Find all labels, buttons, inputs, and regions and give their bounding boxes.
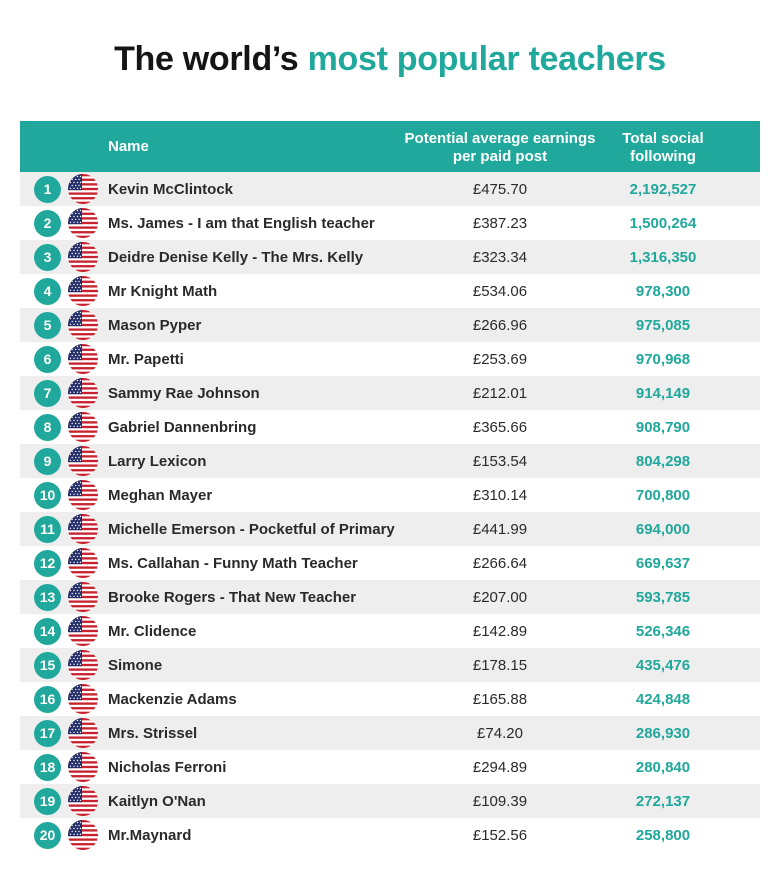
teacher-name: Ms. James - I am that English teacher	[108, 215, 375, 232]
earnings-value: £475.70	[472, 181, 528, 198]
teacher-name: Mrs. Strissel	[108, 725, 198, 742]
teacher-name: Mr Knight Math	[108, 283, 218, 300]
table-row-20	[20, 818, 760, 852]
following-value: 975,085	[635, 317, 691, 334]
earnings-value: £109.39	[472, 793, 528, 810]
following-value: 914,149	[635, 385, 691, 402]
teacher-name: Brooke Rogers - That New Teacher	[108, 589, 357, 606]
following-value: 526,346	[635, 623, 691, 640]
table-row-10	[20, 478, 760, 512]
earnings-value: £387.23	[472, 215, 528, 232]
rank-badge: 6	[34, 346, 61, 373]
following-value: 272,137	[635, 793, 691, 810]
teacher-name: Mason Pyper	[108, 317, 202, 334]
us-flag-icon	[68, 548, 98, 578]
earnings-value: £253.69	[472, 351, 528, 368]
earnings-value: £441.99	[472, 521, 528, 538]
table-header	[20, 121, 760, 172]
following-value: 700,800	[635, 487, 691, 504]
teacher-name: Mr. Clidence	[108, 623, 197, 640]
rank-badge: 14	[34, 618, 61, 645]
earnings-value: £323.34	[472, 249, 528, 266]
us-flag-icon	[68, 514, 98, 544]
rank-badge: 18	[34, 754, 61, 781]
following-value: 1,316,350	[629, 249, 697, 266]
table-row-19	[20, 784, 760, 818]
earnings-value: £74.20	[477, 725, 523, 742]
following-value: 908,790	[635, 419, 691, 436]
table-row-4	[20, 274, 760, 308]
rank-badge: 13	[34, 584, 61, 611]
rank-badge: 17	[34, 720, 61, 747]
following-value: 1,500,264	[629, 215, 697, 232]
rank-badge: 10	[34, 482, 61, 509]
us-flag-icon	[68, 174, 98, 204]
us-flag-icon	[68, 208, 98, 238]
table-row-5	[20, 308, 760, 342]
earnings-value: £165.88	[472, 691, 528, 708]
us-flag-icon	[68, 242, 98, 272]
teacher-name: Sammy Rae Johnson	[108, 385, 260, 402]
teacher-name: Gabriel Dannenbring	[108, 419, 257, 436]
earnings-value: £212.01	[472, 385, 528, 402]
earnings-value: £152.56	[472, 827, 528, 844]
following-value: 669,637	[635, 555, 691, 572]
table-row-18	[20, 750, 760, 784]
table-row-14	[20, 614, 760, 648]
earnings-value: £294.89	[472, 759, 528, 776]
us-flag-icon	[68, 820, 98, 850]
rank-badge: 3	[34, 244, 61, 271]
table-row-16	[20, 682, 760, 716]
us-flag-icon	[68, 616, 98, 646]
teacher-name: Larry Lexicon	[108, 453, 207, 470]
following-value: 593,785	[635, 589, 691, 606]
following-value: 2,192,527	[629, 181, 697, 198]
table-row-7	[20, 376, 760, 410]
earnings-value: £178.15	[472, 657, 528, 674]
teacher-name: Meghan Mayer	[108, 487, 213, 504]
us-flag-icon	[68, 718, 98, 748]
us-flag-icon	[68, 276, 98, 306]
rank-badge: 4	[34, 278, 61, 305]
us-flag-icon	[68, 650, 98, 680]
table-row-9	[20, 444, 760, 478]
rank-badge: 9	[34, 448, 61, 475]
us-flag-icon	[68, 344, 98, 374]
table-row-2	[20, 206, 760, 240]
title-part-1: The world’s	[114, 40, 308, 78]
teacher-name: Mr. Papetti	[108, 351, 184, 368]
teacher-name: Kaitlyn O'Nan	[108, 793, 206, 810]
following-value: 286,930	[635, 725, 691, 742]
teachers-table	[20, 121, 760, 852]
us-flag-icon	[68, 446, 98, 476]
teacher-name: Michelle Emerson - Pocketful of Primary	[108, 521, 395, 538]
following-value: 970,968	[635, 351, 691, 368]
earnings-value: £266.96	[472, 317, 528, 334]
teacher-name: Mr.Maynard	[108, 827, 192, 844]
teacher-name: Ms. Callahan - Funny Math Teacher	[108, 555, 358, 572]
teacher-name: Mackenzie Adams	[108, 691, 237, 708]
table-body	[20, 172, 760, 852]
rank-badge: 2	[34, 210, 61, 237]
earnings-value: £153.54	[472, 453, 528, 470]
earnings-value: £310.14	[472, 487, 528, 504]
teacher-name: Nicholas Ferroni	[108, 759, 227, 776]
following-value: 804,298	[635, 453, 691, 470]
following-value: 978,300	[635, 283, 691, 300]
us-flag-icon	[68, 378, 98, 408]
rank-badge: 1	[34, 176, 61, 203]
chart-title	[0, 40, 780, 79]
following-value: 424,848	[635, 691, 691, 708]
rank-badge: 11	[34, 516, 61, 543]
rank-badge: 8	[34, 414, 61, 441]
table-row-11	[20, 512, 760, 546]
rank-badge: 7	[34, 380, 61, 407]
table-row-8	[20, 410, 760, 444]
table-row-12	[20, 546, 760, 580]
header-following: Total social following	[622, 130, 704, 165]
table-row-15	[20, 648, 760, 682]
teacher-name: Kevin McClintock	[108, 181, 234, 198]
rank-badge: 15	[34, 652, 61, 679]
table-row-3	[20, 240, 760, 274]
us-flag-icon	[68, 786, 98, 816]
us-flag-icon	[68, 412, 98, 442]
earnings-value: £207.00	[472, 589, 528, 606]
us-flag-icon	[68, 752, 98, 782]
following-value: 280,840	[635, 759, 691, 776]
rank-badge: 16	[34, 686, 61, 713]
teacher-name: Deidre Denise Kelly - The Mrs. Kelly	[108, 249, 364, 266]
earnings-value: £142.89	[472, 623, 528, 640]
header-earnings: Potential average earnings per paid post	[404, 130, 596, 165]
following-value: 694,000	[635, 521, 691, 538]
rank-badge: 20	[34, 822, 61, 849]
earnings-value: £534.06	[472, 283, 528, 300]
following-value: 435,476	[635, 657, 691, 674]
table-row-17	[20, 716, 760, 750]
rank-badge: 5	[34, 312, 61, 339]
following-value: 258,800	[635, 827, 691, 844]
us-flag-icon	[68, 310, 98, 340]
earnings-value: £266.64	[472, 555, 528, 572]
table-row-6	[20, 342, 760, 376]
earnings-value: £365.66	[472, 419, 528, 436]
us-flag-icon	[68, 684, 98, 714]
rank-badge: 12	[34, 550, 61, 577]
table-row-13	[20, 580, 760, 614]
table-row-1	[20, 172, 760, 206]
us-flag-icon	[68, 480, 98, 510]
rank-badge: 19	[34, 788, 61, 815]
teacher-name: Simone	[108, 657, 163, 674]
us-flag-icon	[68, 582, 98, 612]
header-name: Name	[108, 138, 149, 155]
title-part-2: most popular teachers	[307, 40, 666, 78]
